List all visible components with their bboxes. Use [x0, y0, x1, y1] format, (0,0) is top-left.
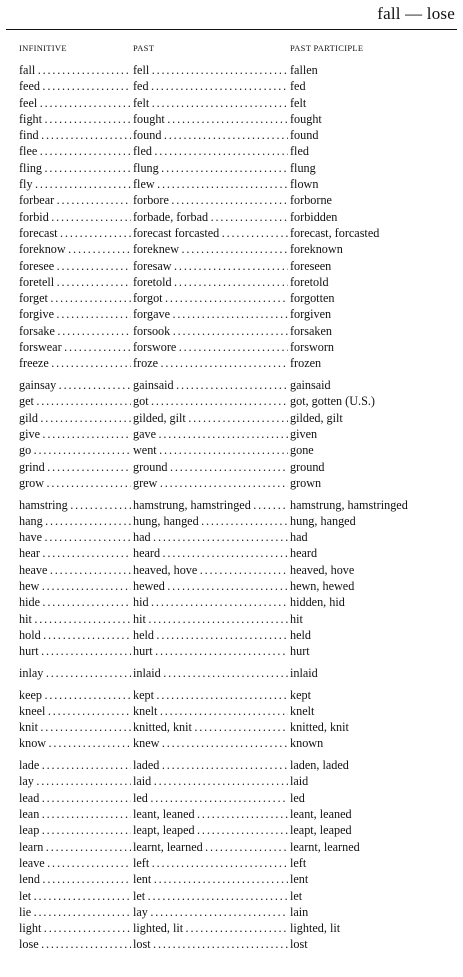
- verb-infinitive: grind . . .: [19, 459, 131, 475]
- verb-infinitive: forget . . .: [19, 290, 131, 306]
- verb-past-participle: fought: [290, 111, 322, 126]
- verb-past: gilded, gilt . . .: [133, 410, 288, 426]
- verb-past-participle: forsaken: [290, 323, 332, 338]
- verb-past-participle: foretold: [290, 274, 329, 289]
- verb-past: found . . .: [133, 127, 288, 143]
- verb-past: flew . . .: [133, 176, 288, 192]
- column-header-past: PAST: [133, 43, 155, 53]
- verb-past-participle: inlaid: [290, 665, 318, 680]
- verb-past-participle: learnt, learned: [290, 839, 360, 854]
- table-row: [0, 78, 463, 94]
- table-row: [0, 410, 463, 426]
- verb-infinitive: fling . . .: [19, 160, 131, 176]
- table-row: [0, 719, 463, 735]
- verb-past-participle: had: [290, 530, 308, 545]
- verb-past: hit . . .: [133, 611, 288, 627]
- table-row: [0, 459, 463, 475]
- verb-infinitive: hew . . .: [19, 578, 131, 594]
- verb-past-participle: lain: [290, 904, 309, 919]
- table-row: [0, 936, 463, 952]
- verb-past: foreknew . . .: [133, 241, 288, 257]
- verb-past-participle: hamstrung, hamstringed: [290, 497, 408, 512]
- verb-infinitive: have . . .: [19, 529, 131, 545]
- verb-infinitive: hurt . . .: [19, 643, 131, 659]
- verb-infinitive: learn . . .: [19, 839, 131, 855]
- table-row: [0, 442, 463, 458]
- verb-past-participle: gainsaid: [290, 378, 331, 393]
- verb-past: hurt . . .: [133, 643, 288, 659]
- verb-infinitive: knit . . .: [19, 719, 131, 735]
- verb-infinitive: lose . . .: [19, 936, 131, 952]
- verb-past: led . . .: [133, 790, 288, 806]
- verb-past-participle: gilded, gilt: [290, 410, 343, 425]
- column-header-infinitive: INFINITIVE: [19, 43, 67, 53]
- table-row: [0, 627, 463, 643]
- table-row: [0, 839, 463, 855]
- verb-past: gainsaid . . .: [133, 377, 288, 393]
- verb-infinitive: give . . .: [19, 426, 131, 442]
- verb-past-participle: fed: [290, 79, 306, 94]
- verb-past: got . . .: [133, 393, 288, 409]
- verb-infinitive: forbear . . .: [19, 192, 131, 208]
- table-row: [0, 703, 463, 719]
- verb-past-participle: forecast, forcasted: [290, 225, 380, 240]
- verb-infinitive: gild . . .: [19, 410, 131, 426]
- verb-past: leapt, leaped . . .: [133, 822, 288, 838]
- verb-past-participle: left: [290, 855, 307, 870]
- verb-infinitive: feed . . .: [19, 78, 131, 94]
- verb-past-participle: found: [290, 128, 319, 143]
- table-row: [0, 735, 463, 751]
- verb-past: fed . . .: [133, 78, 288, 94]
- verb-past: laded . . .: [133, 757, 288, 773]
- verb-past: flung . . .: [133, 160, 288, 176]
- verb-past: knitted, knit . . .: [133, 719, 288, 735]
- verb-past-participle: felt: [290, 95, 307, 110]
- table-row: [0, 209, 463, 225]
- table-row: [0, 773, 463, 789]
- verb-infinitive: get . . .: [19, 393, 131, 409]
- table-row: [0, 274, 463, 290]
- table-row: [0, 594, 463, 610]
- verb-past: forecast forcasted . . .: [133, 225, 288, 241]
- verb-past: let . . .: [133, 888, 288, 904]
- verb-past-participle: gone: [290, 443, 314, 458]
- page-header-title: fall — lose: [377, 4, 455, 23]
- verb-past-participle: foreseen: [290, 258, 332, 273]
- verb-past-participle: flown: [290, 177, 319, 192]
- verb-past-participle: knitted, knit: [290, 720, 349, 735]
- verb-past: hung, hanged . . .: [133, 513, 288, 529]
- table-row: [0, 306, 463, 322]
- table-row: [0, 290, 463, 306]
- header-rule: [6, 29, 457, 30]
- verb-past: fought . . .: [133, 111, 288, 127]
- verb-past-participle: knelt: [290, 703, 315, 718]
- verb-past: inlaid . . .: [133, 665, 288, 681]
- table-row: [0, 888, 463, 904]
- table-row: [0, 871, 463, 887]
- verb-infinitive: hit . . .: [19, 611, 131, 627]
- verb-past: foresaw . . .: [133, 258, 288, 274]
- verb-past: lost . . .: [133, 936, 288, 952]
- verb-past-participle: leant, leaned: [290, 807, 352, 822]
- table-row: [0, 225, 463, 241]
- verb-infinitive: lie . . .: [19, 904, 131, 920]
- verb-past-participle: kept: [290, 687, 311, 702]
- verb-past: lay . . .: [133, 904, 288, 920]
- table-row: [0, 806, 463, 822]
- verb-past-participle: fled: [290, 144, 309, 159]
- verb-past: lighted, lit . . .: [133, 920, 288, 936]
- verb-infinitive: fight . . .: [19, 111, 131, 127]
- verb-infinitive: find . . .: [19, 127, 131, 143]
- verb-past-participle: laid: [290, 774, 309, 789]
- verb-past-participle: hit: [290, 611, 303, 626]
- verb-past: forgave . . .: [133, 306, 288, 322]
- verb-past-participle: grown: [290, 475, 322, 490]
- verb-infinitive: forbid . . .: [19, 209, 131, 225]
- verb-infinitive: forecast . . .: [19, 225, 131, 241]
- table-row: [0, 562, 463, 578]
- verb-past-participle: frozen: [290, 356, 322, 371]
- verb-past-participle: leapt, leaped: [290, 823, 352, 838]
- table-row: [0, 127, 463, 143]
- verb-past-participle: hung, hanged: [290, 513, 356, 528]
- verb-infinitive: forgive . . .: [19, 306, 131, 322]
- verb-past: felt . . .: [133, 95, 288, 111]
- verb-infinitive: lean . . .: [19, 806, 131, 822]
- verb-infinitive: flee . . .: [19, 143, 131, 159]
- table-row: [0, 643, 463, 659]
- table-row: [0, 258, 463, 274]
- verb-infinitive: forsake . . .: [19, 323, 131, 339]
- verb-infinitive: grow . . .: [19, 475, 131, 491]
- table-row: [0, 95, 463, 111]
- verb-past: heard . . .: [133, 545, 288, 561]
- verb-infinitive: heave . . .: [19, 562, 131, 578]
- verb-past: hewed . . .: [133, 578, 288, 594]
- table-row: [0, 513, 463, 529]
- table-row: [0, 62, 463, 78]
- verb-infinitive: gainsay . . .: [19, 377, 131, 393]
- verb-past: hamstrung, hamstringed . . .: [133, 497, 288, 513]
- verb-table: [0, 62, 463, 953]
- table-row: [0, 545, 463, 561]
- verb-past: ground . . .: [133, 459, 288, 475]
- verb-past: foretold . . .: [133, 274, 288, 290]
- verb-infinitive: lay . . .: [19, 773, 131, 789]
- verb-past: grew . . .: [133, 475, 288, 491]
- verb-past: learnt, learned . . .: [133, 839, 288, 855]
- verb-infinitive: hang . . .: [19, 513, 131, 529]
- table-row: [0, 822, 463, 838]
- verb-past: froze . . .: [133, 355, 288, 371]
- verb-past-participle: lost: [290, 937, 308, 952]
- verb-past-participle: forgiven: [290, 307, 332, 322]
- table-row: [0, 393, 463, 409]
- verb-past-participle: lent: [290, 872, 309, 887]
- verb-infinitive: lade . . .: [19, 757, 131, 773]
- verb-past: fled . . .: [133, 143, 288, 159]
- verb-past: forbade, forbad . . .: [133, 209, 288, 225]
- verb-past: hid . . .: [133, 594, 288, 610]
- table-row: [0, 355, 463, 371]
- verb-past-participle: fallen: [290, 63, 318, 77]
- table-row: [0, 687, 463, 703]
- table-row: [0, 143, 463, 159]
- verb-past: fell . . .: [133, 62, 288, 78]
- verb-infinitive: keep . . .: [19, 687, 131, 703]
- verb-past-participle: ground: [290, 459, 325, 474]
- verb-past: kept . . .: [133, 687, 288, 703]
- verb-past-participle: got, gotten (U.S.): [290, 394, 375, 409]
- verb-past-participle: heard: [290, 546, 318, 561]
- table-row: [0, 757, 463, 773]
- verb-past: forgot . . .: [133, 290, 288, 306]
- verb-infinitive: freeze . . .: [19, 355, 131, 371]
- verb-past-participle: led: [290, 790, 305, 805]
- verb-past-participle: forborne: [290, 193, 332, 208]
- verb-infinitive: hear . . .: [19, 545, 131, 561]
- table-row: [0, 160, 463, 176]
- verb-past: left . . .: [133, 855, 288, 871]
- verb-past: knew . . .: [133, 735, 288, 751]
- verb-infinitive: forswear . . .: [19, 339, 131, 355]
- table-row: [0, 475, 463, 491]
- table-row: [0, 790, 463, 806]
- verb-past: knelt . . .: [133, 703, 288, 719]
- verb-infinitive: lead . . .: [19, 790, 131, 806]
- verb-infinitive: let . . .: [19, 888, 131, 904]
- verb-infinitive: hide . . .: [19, 594, 131, 610]
- verb-infinitive: foreknow . . .: [19, 241, 131, 257]
- verb-infinitive: inlay . . .: [19, 665, 131, 681]
- verb-past-participle: known: [290, 736, 324, 751]
- verb-past-participle: hidden, hid: [290, 595, 345, 610]
- verb-infinitive: go . . .: [19, 442, 131, 458]
- verb-infinitive: feel . . .: [19, 95, 131, 111]
- verb-infinitive: know . . .: [19, 735, 131, 751]
- table-row: [0, 611, 463, 627]
- verb-past-participle: hurt: [290, 644, 310, 659]
- table-row: [0, 339, 463, 355]
- table-row: [0, 529, 463, 545]
- verb-past: forswore . . .: [133, 339, 288, 355]
- verb-infinitive: hold . . .: [19, 627, 131, 643]
- verb-past: held . . .: [133, 627, 288, 643]
- column-header-past-participle: PAST PARTICIPLE: [290, 43, 364, 53]
- verb-past: forbore . . .: [133, 192, 288, 208]
- verb-past: laid . . .: [133, 773, 288, 789]
- verb-past: heaved, hove . . .: [133, 562, 288, 578]
- verb-past-participle: forbidden: [290, 209, 338, 224]
- table-row: [0, 920, 463, 936]
- table-row: [0, 497, 463, 513]
- verb-past: went . . .: [133, 442, 288, 458]
- verb-infinitive: fall . . .: [19, 62, 131, 78]
- verb-infinitive: lend . . .: [19, 871, 131, 887]
- verb-past-participle: forsworn: [290, 340, 335, 355]
- verb-past-participle: lighted, lit: [290, 921, 341, 936]
- verb-infinitive: leap . . .: [19, 822, 131, 838]
- verb-infinitive: light . . .: [19, 920, 131, 936]
- table-row: [0, 377, 463, 393]
- verb-past: lent . . .: [133, 871, 288, 887]
- table-row: [0, 855, 463, 871]
- table-row: [0, 176, 463, 192]
- table-row: [0, 426, 463, 442]
- table-row: [0, 111, 463, 127]
- table-row: [0, 192, 463, 208]
- table-row: [0, 665, 463, 681]
- verb-past-participle: held: [290, 627, 311, 642]
- verb-past: leant, leaned . . .: [133, 806, 288, 822]
- verb-past: forsook . . .: [133, 323, 288, 339]
- verb-past-participle: given: [290, 426, 318, 441]
- table-row: [0, 904, 463, 920]
- verb-past-participle: laden, laded: [290, 758, 349, 773]
- table-row: [0, 241, 463, 257]
- table-row: [0, 578, 463, 594]
- verb-infinitive: foresee . . .: [19, 258, 131, 274]
- verb-past: had . . .: [133, 529, 288, 545]
- verb-infinitive: foretell . . .: [19, 274, 131, 290]
- verb-infinitive: hamstring . . .: [19, 497, 131, 513]
- table-row: [0, 323, 463, 339]
- verb-past: gave . . .: [133, 426, 288, 442]
- verb-infinitive: leave . . .: [19, 855, 131, 871]
- verb-past-participle: foreknown: [290, 242, 343, 257]
- verb-past-participle: let: [290, 888, 303, 903]
- verb-past-participle: heaved, hove: [290, 562, 355, 577]
- verb-past-participle: forgotten: [290, 291, 335, 306]
- verb-infinitive: kneel . . .: [19, 703, 131, 719]
- verb-infinitive: fly . . .: [19, 176, 131, 192]
- verb-past-participle: flung: [290, 160, 316, 175]
- verb-past-participle: hewn, hewed: [290, 578, 355, 593]
